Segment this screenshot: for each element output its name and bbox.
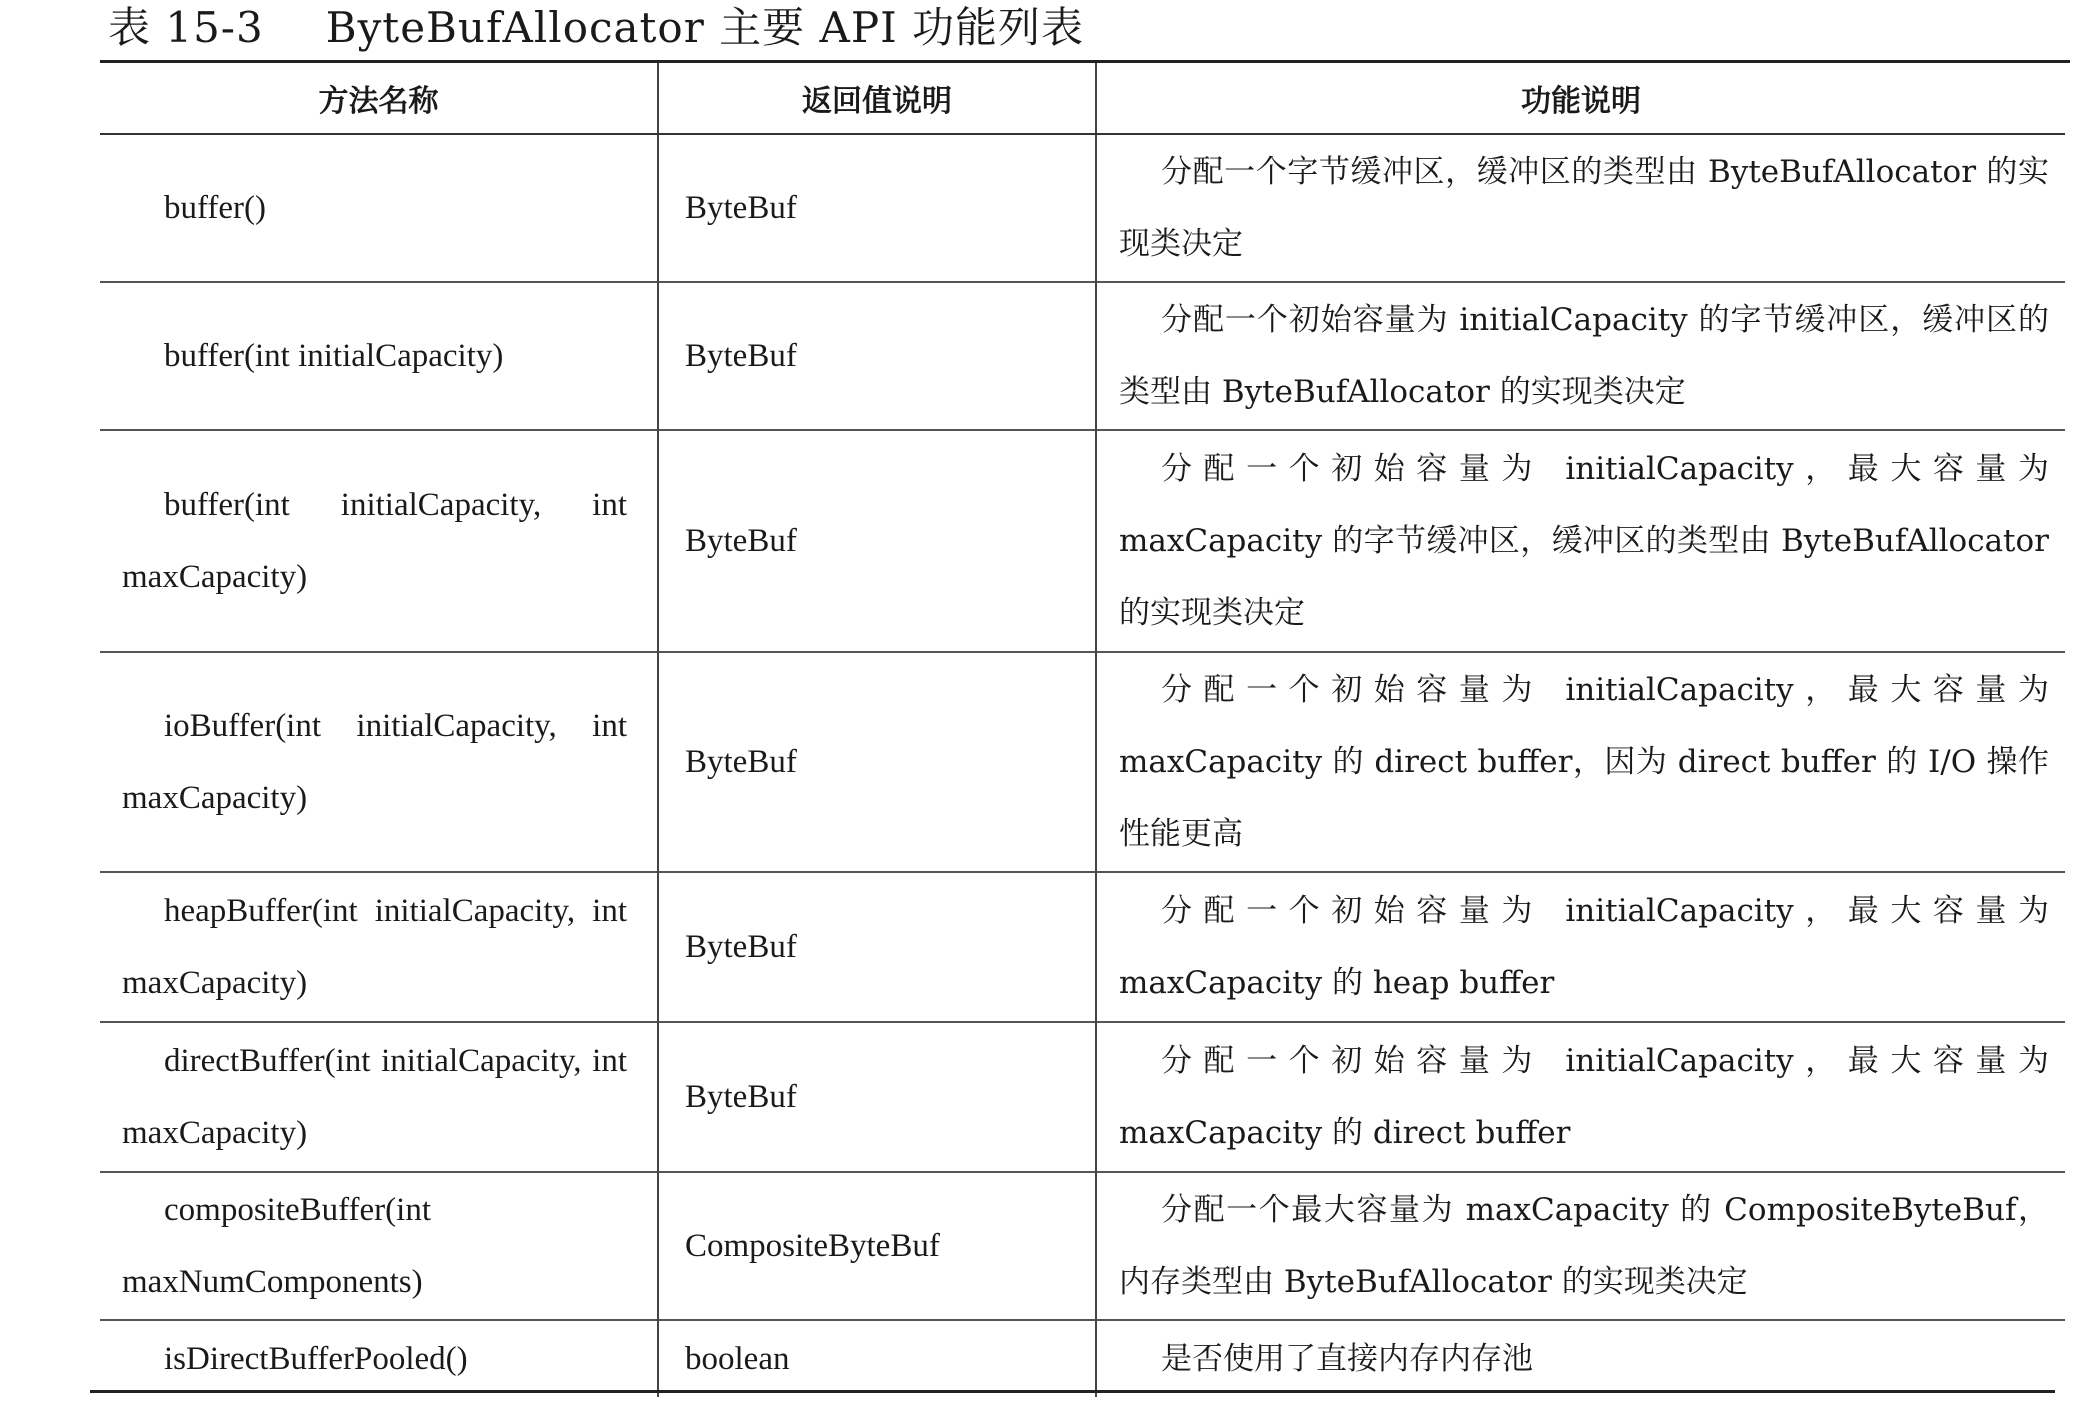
description-cell: 是否使用了直接内存内存池 — [1096, 1320, 2065, 1397]
table-header-row — [100, 63, 2065, 134]
return-cell: ByteBuf — [658, 134, 1096, 282]
method-cell: isDirectBufferPooled() — [100, 1320, 658, 1397]
table-row — [100, 282, 2065, 430]
table-bottom-rule — [90, 1390, 2055, 1393]
description-cell: 分配一个字节缓冲区，缓冲区的类型由 ByteBufAllocator 的实现类决定 — [1096, 134, 2065, 282]
table-row — [100, 1022, 2065, 1172]
method-cell: compositeBuffer(int maxNumComponents) — [100, 1172, 658, 1320]
table-title: ByteBufAllocator 主要 API 功能列表 — [325, 3, 1085, 52]
method-cell: buffer(int initialCapacity) — [100, 282, 658, 430]
header-return-value: 返回值说明 — [658, 63, 1096, 134]
return-cell: ByteBuf — [658, 430, 1096, 652]
return-cell: CompositeByteBuf — [658, 1172, 1096, 1320]
description-cell: 分配一个初始容量为 initialCapacity，最大容量为 maxCapacity 的 direct buffer，因为 direct buffer 的 I/O 操作性能更高 — [1096, 652, 2065, 872]
api-table — [100, 63, 2065, 1397]
return-cell: ByteBuf — [658, 652, 1096, 872]
table-caption — [108, 0, 1084, 56]
table-row — [100, 1172, 2065, 1320]
header-method-name: 方法名称 — [100, 63, 658, 134]
return-cell: boolean — [658, 1320, 1096, 1397]
method-cell: buffer() — [164, 190, 266, 226]
method-cell: directBuffer(int initialCapacity, int maxCapacity) — [100, 1022, 658, 1172]
table-row — [100, 1320, 2065, 1397]
description-cell: 分配一个初始容量为 initialCapacity，最大容量为 maxCapacity 的 direct buffer — [1096, 1022, 2065, 1172]
return-cell: ByteBuf — [658, 282, 1096, 430]
return-cell: ByteBuf — [658, 872, 1096, 1022]
description-cell: 分配一个初始容量为 initialCapacity，最大容量为 maxCapacity 的 heap buffer — [1096, 872, 2065, 1022]
description-cell: 分配一个初始容量为 initialCapacity 的字节缓冲区，缓冲区的类型由 ByteBufAllocator 的实现类决定 — [1096, 282, 2065, 430]
return-cell: ByteBuf — [658, 1022, 1096, 1172]
method-cell: buffer(int initialCapacity, int maxCapacity) — [100, 430, 658, 652]
table-number: 表 15-3 — [108, 3, 264, 52]
header-description: 功能说明 — [1096, 63, 2065, 134]
table-row — [100, 134, 2065, 282]
method-cell: ioBuffer(int initialCapacity, int maxCapacity) — [100, 652, 658, 872]
table-row — [100, 652, 2065, 872]
table-row — [100, 430, 2065, 652]
description-cell: 分配一个最大容量为 maxCapacity 的 CompositeByteBuf，内存类型由 ByteBufAllocator 的实现类决定 — [1096, 1172, 2065, 1320]
method-cell: heapBuffer(int initialCapacity, int maxCapacity) — [100, 872, 658, 1022]
table-row — [100, 872, 2065, 1022]
description-cell: 分配一个初始容量为 initialCapacity，最大容量为 maxCapacity 的字节缓冲区，缓冲区的类型由 ByteBufAllocator 的实现类决定 — [1096, 430, 2065, 652]
